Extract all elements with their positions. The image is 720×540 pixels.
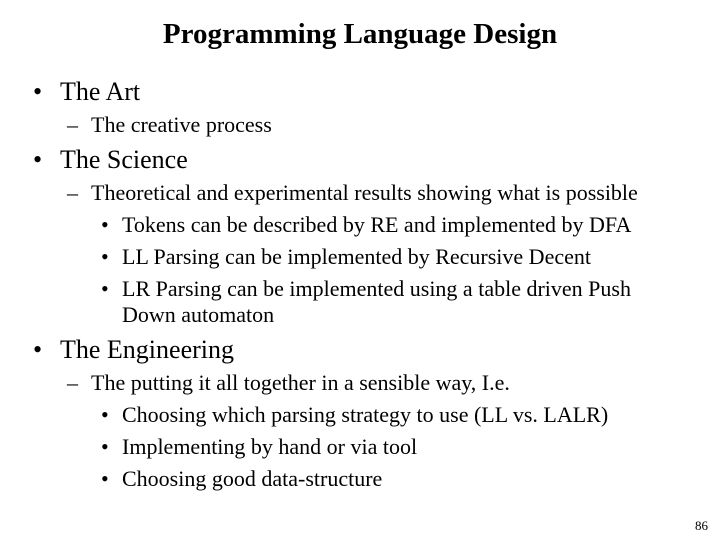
bullet-heading: The Science [60,145,188,174]
bullet-heading: The Engineering [60,335,234,364]
sub-item-text: The putting it all together in a sensible way, I.e. [91,370,510,395]
sub-item-text: Theoretical and experimental results showing what is possible [91,180,638,205]
bullet-marker: • [101,402,109,427]
list-item-text: LL Parsing can be implemented by Recursive Decent [122,244,591,269]
list-item-text: Choosing good data-structure [122,466,383,491]
bullet-marker: • [101,276,109,301]
list-item-continuation: Down automaton [122,302,275,327]
sub-item-text: The creative process [91,112,272,137]
bullet-marker: • [33,335,43,364]
page-number: 86 [695,518,708,533]
list-item-text: Implementing by hand or via tool [122,434,418,459]
list-item-text: Choosing which parsing strategy to use (LL vs. LALR) [122,402,609,427]
bullet-marker: • [101,212,109,237]
bullet-marker: • [101,244,109,269]
dash-marker: – [67,370,78,395]
dash-marker: – [67,112,78,137]
bullet-marker: • [101,466,109,491]
bullet-heading: The Art [60,77,141,106]
slide-title: Programming Language Design [162,18,558,50]
bullet-marker: • [33,77,43,106]
bullet-marker: • [33,145,43,174]
dash-marker: – [67,180,78,205]
bullet-marker: • [101,434,109,459]
list-item-text: LR Parsing can be implemented using a table driven Push [122,276,631,301]
list-item-text: Tokens can be described by RE and implemented by DFA [122,212,632,237]
